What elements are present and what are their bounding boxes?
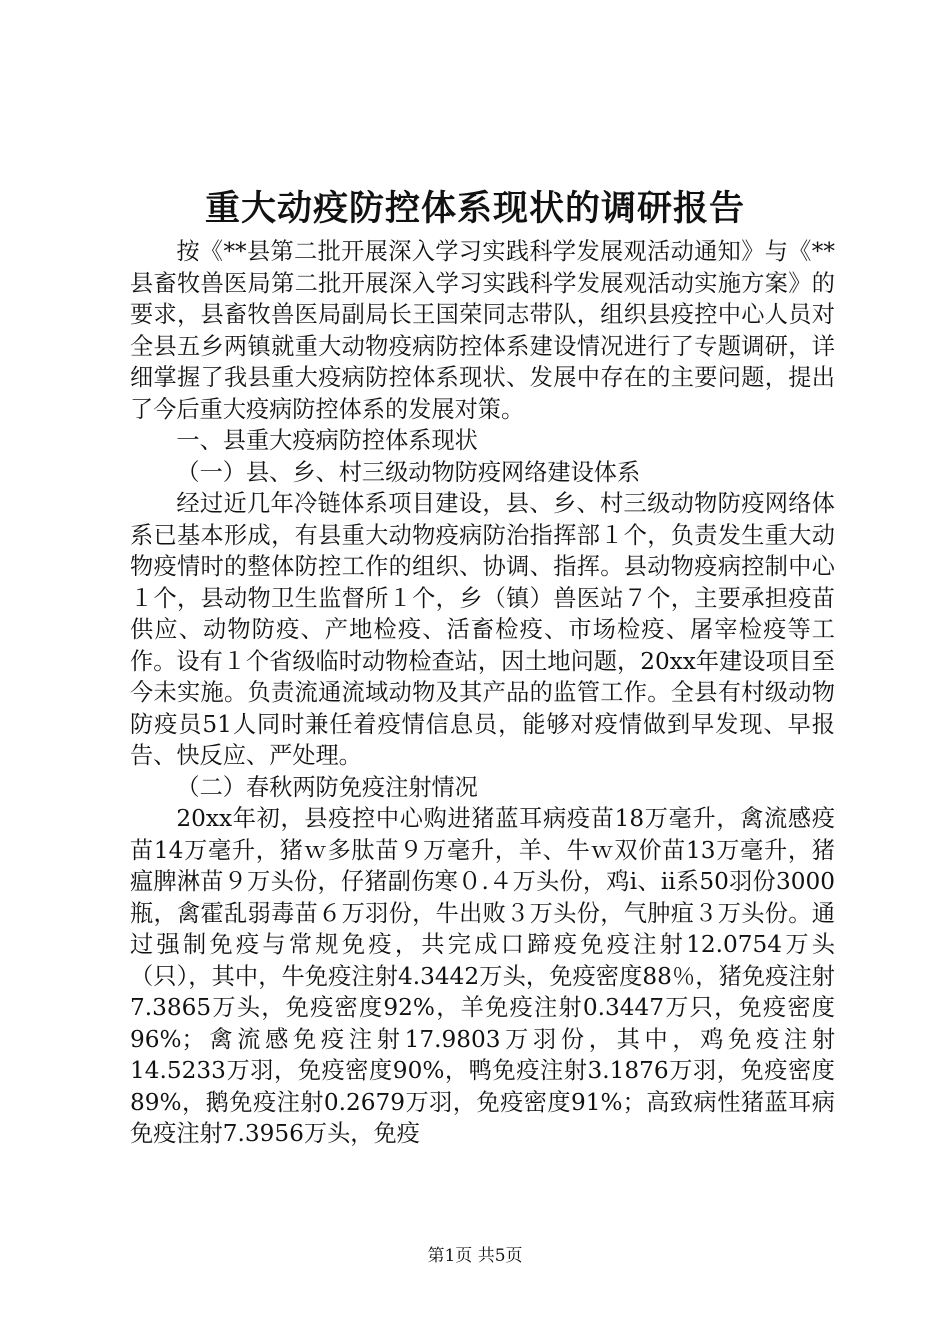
network-paragraph: 经过近几年冷链体系项目建设，县、乡、村三级动物防疫网络体系已基本形成，有县重大动物疫病防治指挥部１个，负责发生重大动物疫情时的整体防控工作的组织、协调、指挥。县动物疫病控制中心１个，县动物卫生监督所１个，乡（镇）兽医站７个，主要承担疫苗供应、动物防疫、产地检疫、活畜检疫、市场检疫、屠宰检疫等工作。设有１个省级临时动物检查站，因土地问题，20xx年建设项目至今未实施。负责流通流域动物及其产品的监管工作。全县有村级动物防疫员51人同时兼任着疫情信息员，能够对疫情做到早发现、早报告、快反应、严处理。 [130, 490, 835, 769]
immunization-paragraph: 20xx年初，县疫控中心购进猪蓝耳病疫苗18万毫升，禽流感疫苗14万毫升，猪ｗ多肽苗９万毫升，羊、牛ｗ双价苗13万毫升，猪瘟脾淋苗９万头份，仔猪副伤寒０.４万头份，鸡ⅰ、ⅱ系50羽份3000瓶，禽霍乱弱毒苗６万羽份，牛出败３万头份，气肿疽３万头份。通过强制免疫与常规免疫，共完成口蹄疫免疫注射12.0754万头（只），其中，牛免疫注射4.3442万头，免疫密度88％，猪免疫注射7.3865万头，免疫密度92%，羊免疫注射0.3447万只，免疫密度96%；禽流感免疫注射17.9803万羽份，其中，鸡免疫注射14.5233万羽，免疫密度90%，鸭免疫注射3.1876万羽，免疫密度89%，鹅免疫注射0.2679万羽，免疫密度91%；高致病性猪蓝耳病免疫注射7.3956万头，免疫 [130, 805, 835, 1147]
document-body [130, 236, 835, 1150]
subsection-heading-1: （一）县、乡、村三级动物防疫网络建设体系 [176, 458, 641, 486]
page-footer: 第1页 共5页 [427, 1246, 523, 1266]
subsection-heading-2: （二）春秋两防免疫注射情况 [176, 773, 478, 801]
document-title: 重大动疫防控体系现状的调研报告 [204, 188, 745, 229]
section-heading-1: 一、县重大疫病防控体系现状 [176, 427, 478, 454]
intro-paragraph: 按《**县第二批开展深入学习实践科学发展观活动通知》与《**县畜牧兽医局第二批开展深入学习实践科学发展观活动实施方案》的要求，县畜牧兽医局副局长王国荣同志带队，组织县疫控中心人员对全县五乡两镇就重大动物疫病防控体系建设情况进行了专题调研，详细掌握了我县重大疫病防控体系现状、发展中存在的主要问题，提出了今后重大疫病防控体系的发展对策。 [130, 238, 835, 423]
